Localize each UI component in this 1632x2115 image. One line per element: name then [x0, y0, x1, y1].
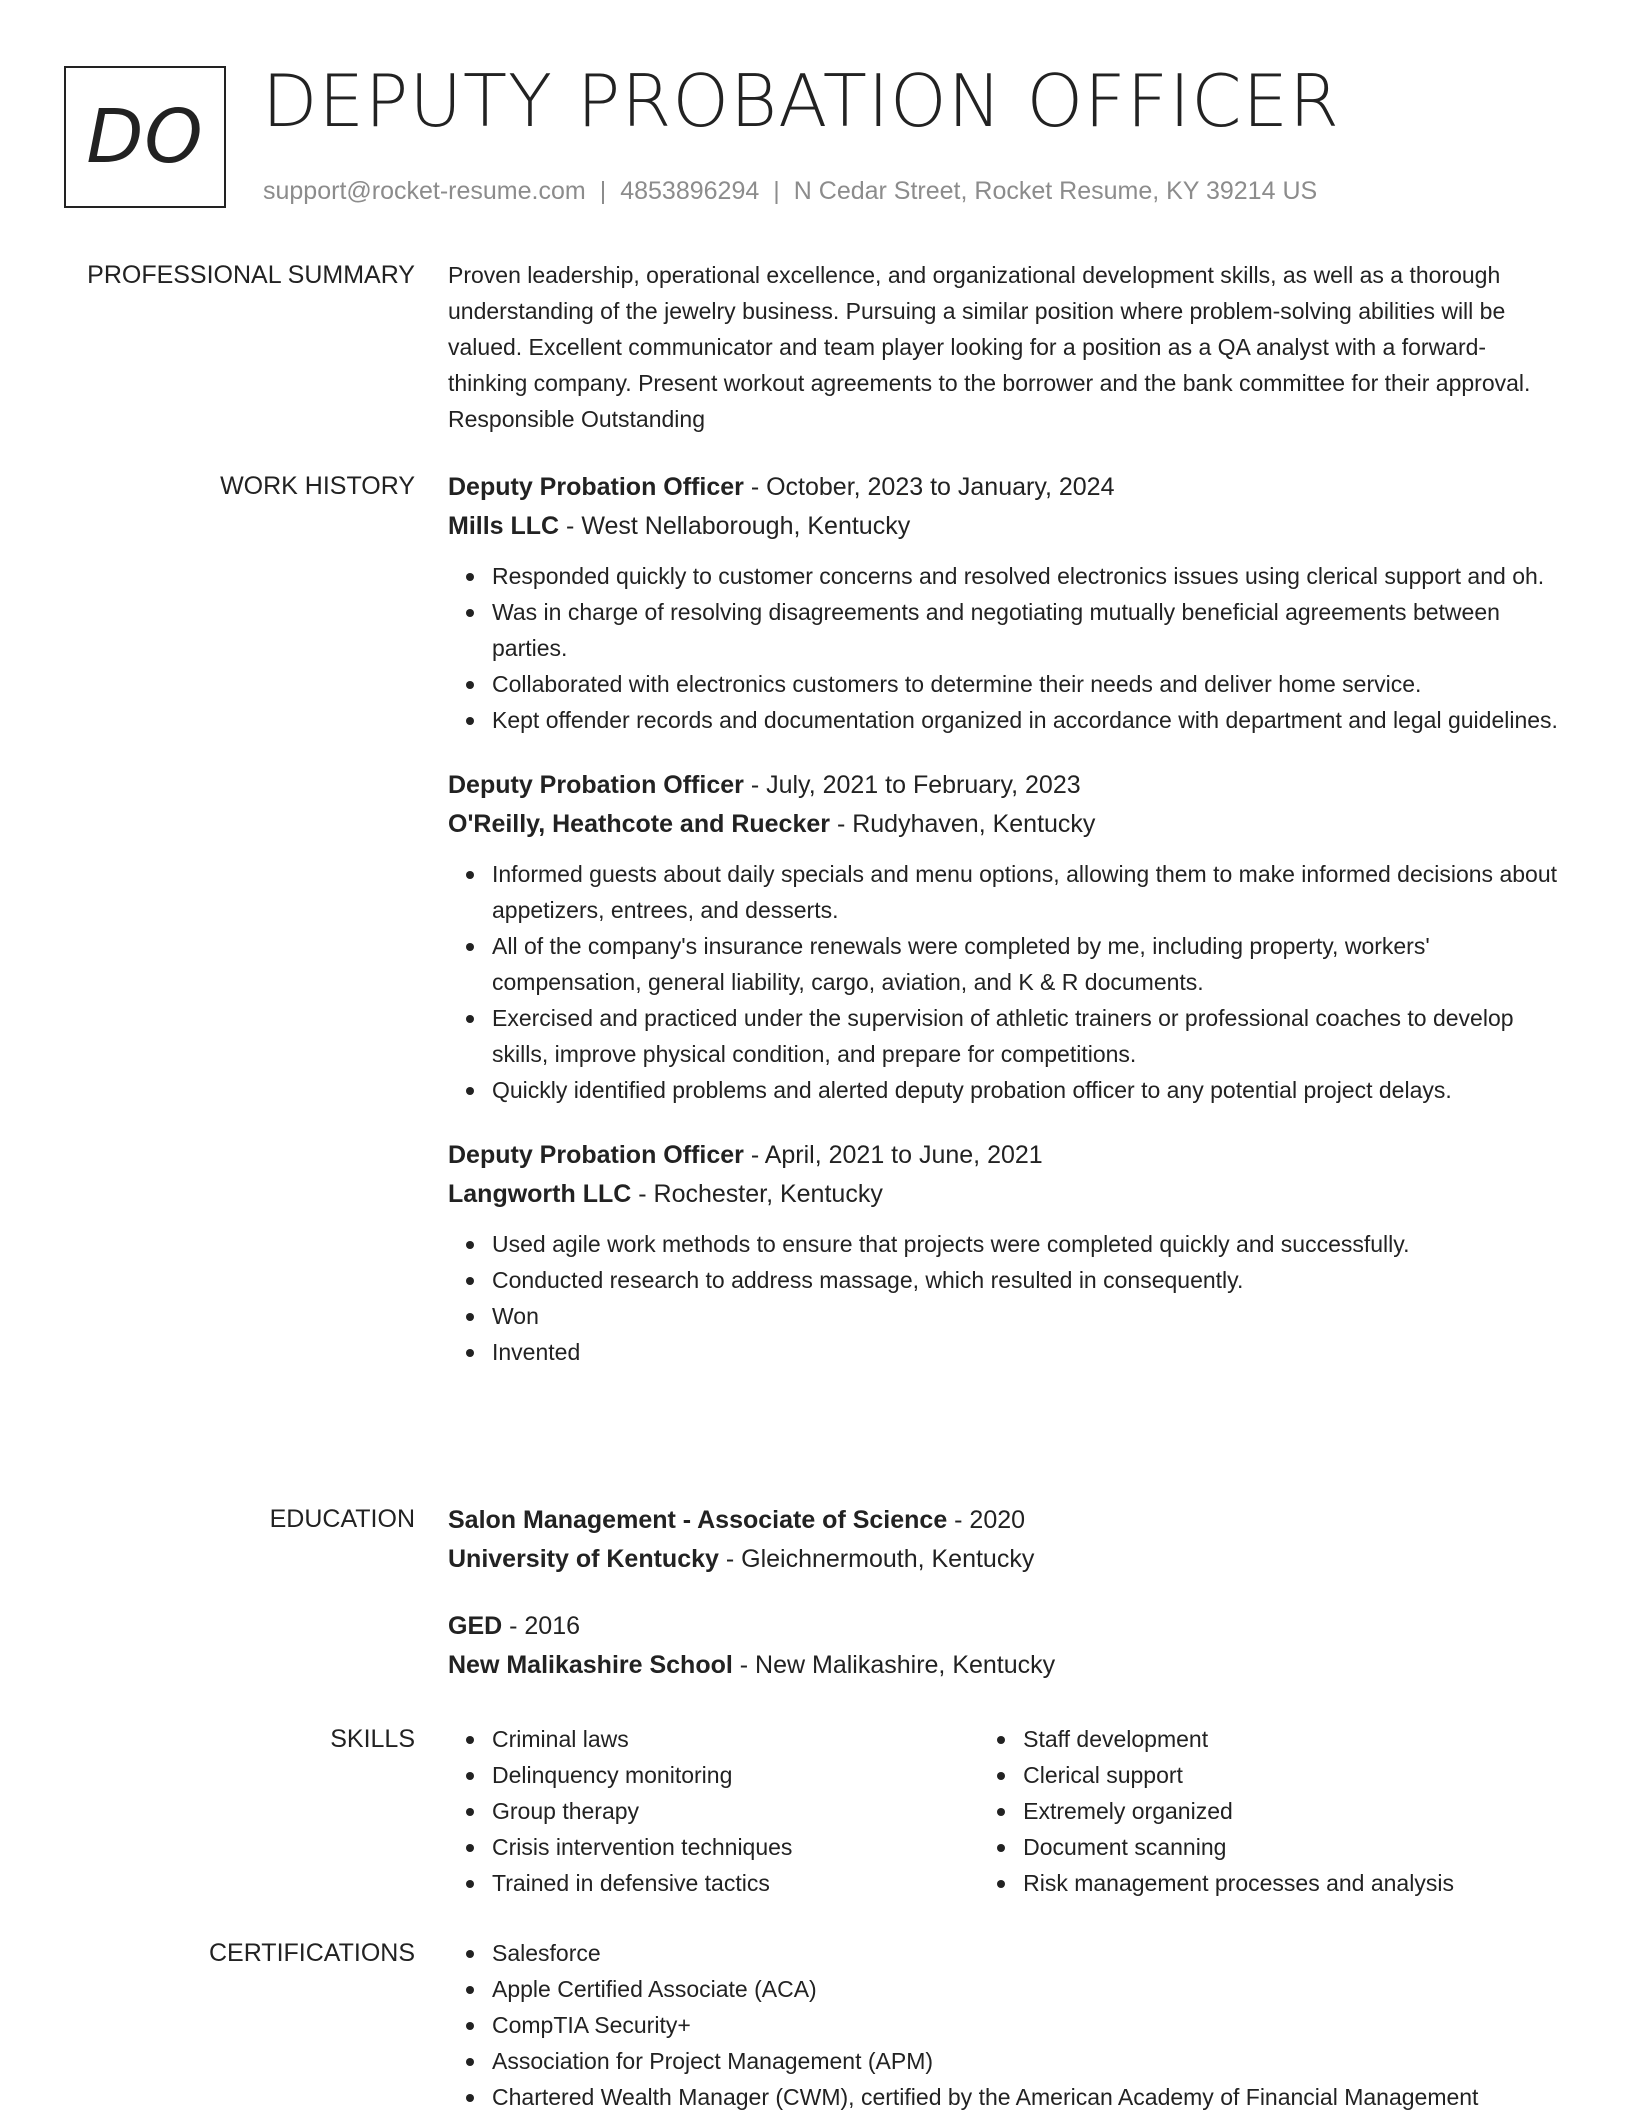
- list-item: Responded quickly to customer concerns and resolved electronics issues using clerical support and oh.: [492, 558, 1558, 594]
- list-item: Crisis intervention techniques: [492, 1829, 979, 1865]
- resume-title: DEPUTY PROBATION OFFICER: [262, 59, 1340, 143]
- education-school-line: [448, 1540, 1558, 1579]
- job-entry: [448, 468, 1558, 738]
- job-title: Deputy Probation Officer: [448, 1141, 744, 1169]
- skills-body: [448, 1721, 1558, 1901]
- job-title: Deputy Probation Officer: [448, 771, 744, 799]
- job-title-line: [448, 1136, 1558, 1175]
- list-item: Kept offender records and documentation organized in accordance with department and legal guidelines.: [492, 702, 1558, 738]
- certifications-body: [448, 1935, 1558, 2115]
- education-degree-line: [448, 1607, 1558, 1646]
- list-item: Extremely organized: [1023, 1793, 1558, 1829]
- summary-text: Proven leadership, operational excellence, and organizational development skills, as well as a thorough understanding of the jewelry business. Pursuing a similar position where problem-solving abilities will be valued. Excellent communicator and team player looking for a position as a QA analyst with a forward-thinking company. Present workout agreements to the borrower and the bank committee for their approval. Responsible Outstanding: [448, 262, 1531, 432]
- section-label-summary: PROFESSIONAL SUMMARY: [87, 261, 415, 289]
- education-school-line: [448, 1646, 1558, 1685]
- education-school: University of Kentucky: [448, 1545, 719, 1573]
- list-item: Collaborated with electronics customers to determine their needs and deliver home service.: [492, 666, 1558, 702]
- list-item: Clerical support: [1023, 1757, 1558, 1793]
- contact-email: support@rocket-resume.com: [263, 177, 586, 205]
- section-label-work: WORK HISTORY: [220, 472, 415, 500]
- job-title-line: [448, 468, 1558, 507]
- list-item: Delinquency monitoring: [492, 1757, 979, 1793]
- list-item: Group therapy: [492, 1793, 979, 1829]
- list-item: Apple Certified Associate (ACA): [492, 1971, 1558, 2007]
- contact-separator: |: [599, 177, 607, 205]
- list-item: Exercised and practiced under the supervision of athletic trainers or professional coaches to develop skills, improve physical condition, and prepare for competitions.: [492, 1000, 1558, 1072]
- job-title-line: [448, 766, 1558, 805]
- list-item: All of the company's insurance renewals were completed by me, including property, workers' compensation, general liability, cargo, aviation, and K & R documents.: [492, 928, 1558, 1000]
- contact-address: N Cedar Street, Rocket Resume, KY 39214 US: [793, 177, 1318, 205]
- certifications-list: [448, 1935, 1558, 2115]
- section-label-skills: SKILLS: [330, 1725, 415, 1753]
- education-body: [448, 1501, 1558, 1713]
- list-item: Used agile work methods to ensure that projects were completed quickly and successfully.: [492, 1226, 1558, 1262]
- list-item: Chartered Wealth Manager (CWM), certified by the American Academy of Financial Management: [492, 2079, 1558, 2115]
- job-company-line: [448, 1175, 1558, 1214]
- job-location: - Rochester, Kentucky: [631, 1180, 883, 1208]
- job-bullets: [448, 856, 1558, 1108]
- list-item: Informed guests about daily specials and menu options, allowing them to make informed decisions about appetizers, entrees, and desserts.: [492, 856, 1558, 928]
- list-item: Risk management processes and analysis: [1023, 1865, 1558, 1901]
- education-location: - Gleichnermouth, Kentucky: [718, 1545, 1035, 1573]
- list-item: Invented: [492, 1334, 1558, 1370]
- job-company-line: [448, 507, 1558, 546]
- education-degree: Salon Management - Associate of Science: [448, 1506, 948, 1534]
- list-item: Was in charge of resolving disagreements and negotiating mutually beneficial agreements between parties.: [492, 594, 1558, 666]
- summary-body: [448, 257, 1558, 437]
- work-body: [448, 468, 1558, 1398]
- list-item: CompTIA Security+: [492, 2007, 1558, 2043]
- list-item: Criminal laws: [492, 1721, 979, 1757]
- job-bullets: [448, 1226, 1558, 1370]
- job-company-line: [448, 805, 1558, 844]
- list-item: Document scanning: [1023, 1829, 1558, 1865]
- list-item: Trained in defensive tactics: [492, 1865, 979, 1901]
- list-item: Association for Project Management (APM): [492, 2043, 1558, 2079]
- list-item: Conducted research to address massage, which resulted in consequently.: [492, 1262, 1558, 1298]
- job-dates: - July, 2021 to February, 2023: [743, 771, 1081, 799]
- education-school: New Malikashire School: [448, 1651, 733, 1679]
- job-company: O'Reilly, Heathcote and Ruecker: [448, 810, 830, 838]
- education-entry: [448, 1501, 1558, 1579]
- contact-separator: |: [773, 177, 780, 205]
- section-label-certifications: CERTIFICATIONS: [208, 1939, 415, 1967]
- job-location: - West Nellaborough, Kentucky: [559, 512, 911, 540]
- education-degree-line: [448, 1501, 1558, 1540]
- job-entry: [448, 766, 1558, 1108]
- job-location: - Rudyhaven, Kentucky: [830, 810, 1096, 838]
- job-bullets: [448, 558, 1558, 738]
- education-location: - New Malikashire, Kentucky: [732, 1651, 1056, 1679]
- list-item: Salesforce: [492, 1935, 1558, 1971]
- education-degree: GED: [448, 1612, 503, 1640]
- list-item: Staff development: [1023, 1721, 1558, 1757]
- job-title: Deputy Probation Officer: [448, 473, 744, 501]
- skills-columns: [448, 1721, 1558, 1901]
- job-dates: - October, 2023 to January, 2024: [743, 473, 1115, 501]
- skills-list-left: [448, 1721, 979, 1901]
- job-company: Mills LLC: [448, 512, 560, 540]
- list-item: Quickly identified problems and alerted deputy probation officer to any potential project delays.: [492, 1072, 1558, 1108]
- education-entry: [448, 1607, 1558, 1685]
- job-entry: [448, 1136, 1558, 1370]
- contact-phone: 4853896294: [620, 177, 760, 205]
- monogram-box: [64, 66, 226, 208]
- contact-line: [263, 174, 1317, 208]
- monogram-initials: DO: [86, 94, 204, 180]
- section-label-education: EDUCATION: [269, 1505, 415, 1533]
- skills-list-right: [979, 1721, 1558, 1901]
- list-item: Won: [492, 1298, 1558, 1334]
- job-dates: - April, 2021 to June, 2021: [743, 1141, 1043, 1169]
- job-company: Langworth LLC: [448, 1180, 632, 1208]
- education-year: - 2016: [502, 1612, 581, 1640]
- education-year: - 2020: [947, 1506, 1026, 1534]
